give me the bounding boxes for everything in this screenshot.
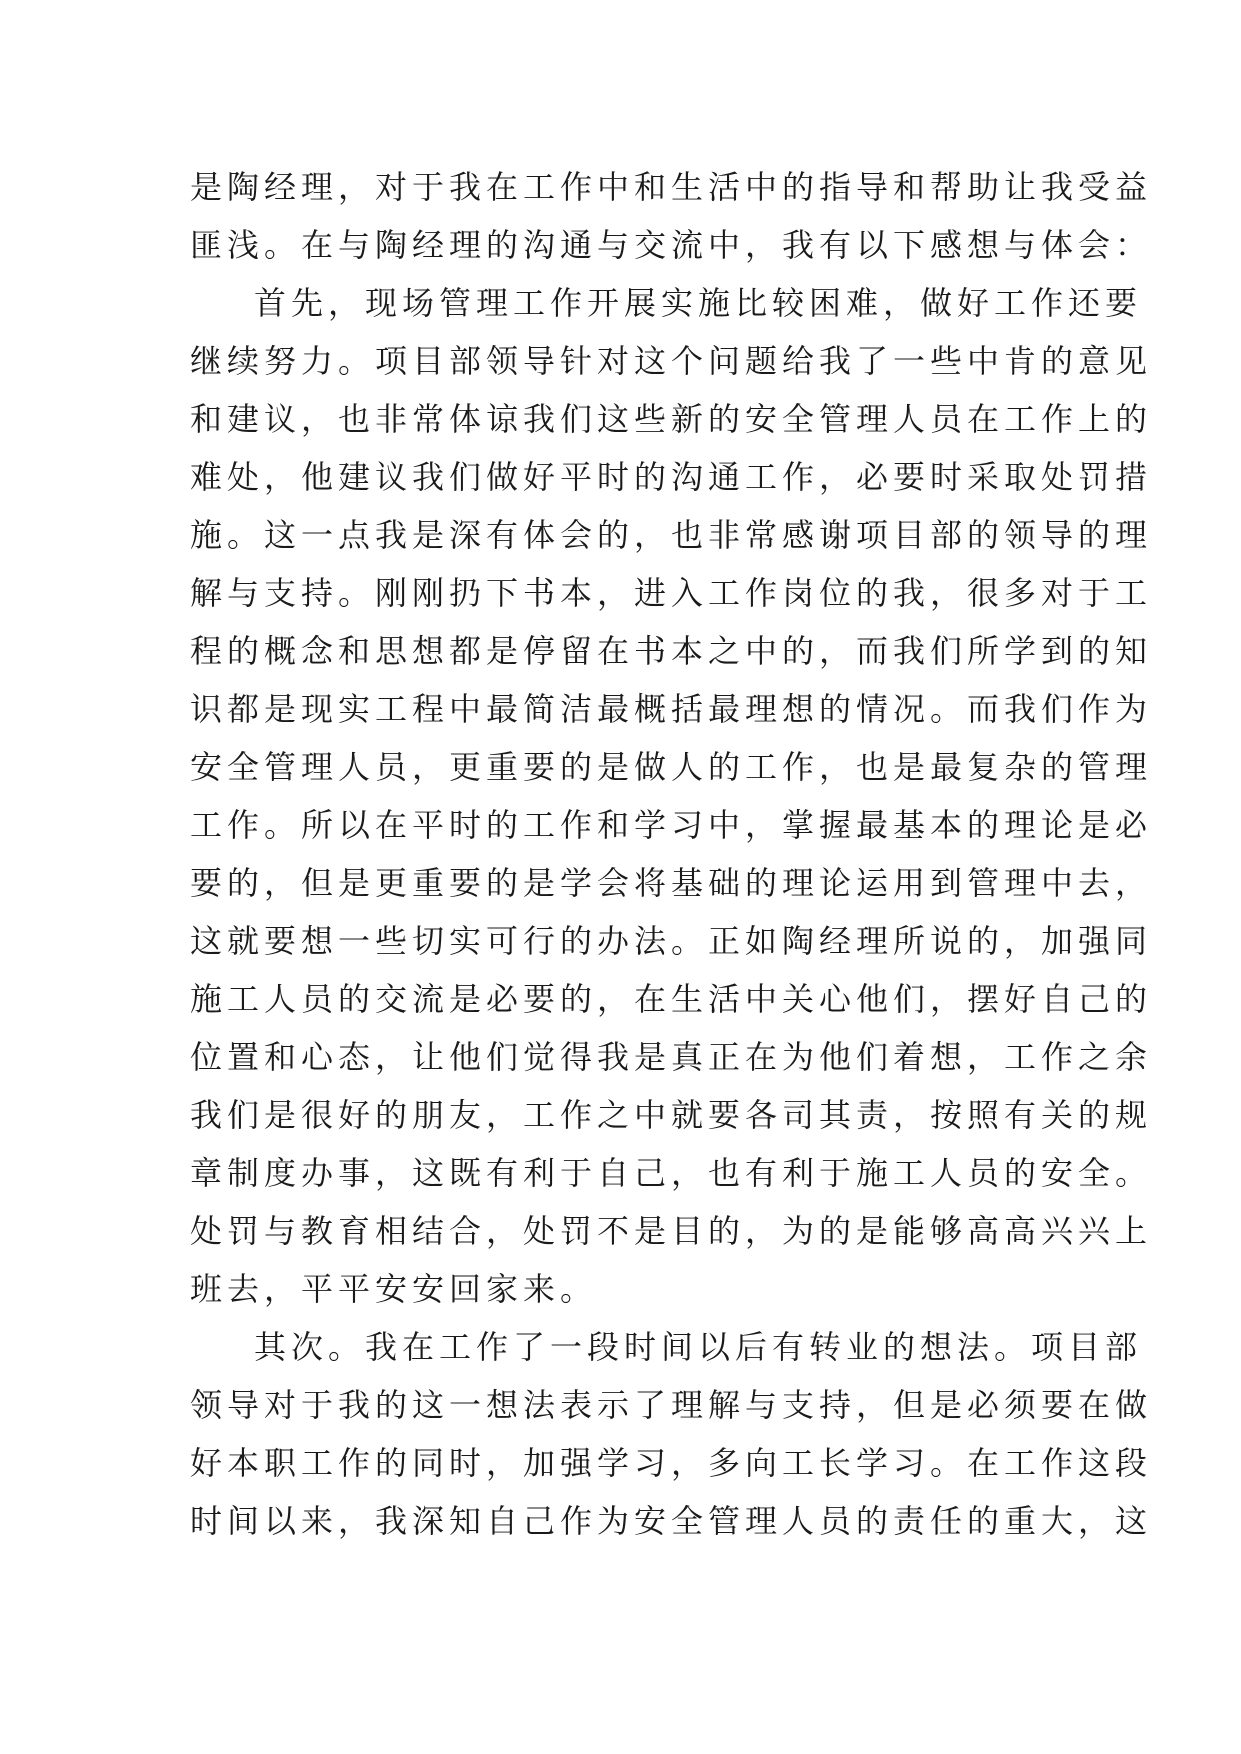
text-line: 好本职工作的同时，加强学习，多向工长学习。在工作这段 [190,1444,1153,1482]
text-line: 我们是很好的朋友，工作之中就要各司其责，按照有关的规 [190,1096,1153,1134]
text-line: 章制度办事，这既有利于自己，也有利于施工人员的安全。 [190,1154,1153,1192]
text-line: 难处，他建议我们做好平时的沟通工作，必要时采取处罚措 [190,458,1153,496]
text-line: 安全管理人员，更重要的是做人的工作，也是最复杂的管理 [190,748,1153,786]
text-line: 匪浅。在与陶经理的沟通与交流中，我有以下感想与体会： [190,226,1153,264]
text-line: 施工人员的交流是必要的，在生活中关心他们，摆好自己的 [190,980,1153,1018]
text-line: 领导对于我的这一想法表示了理解与支持，但是必须要在做 [190,1386,1153,1424]
text-line: 程的概念和思想都是停留在书本之中的，而我们所学到的知 [190,632,1153,670]
text-line: 施。这一点我是深有体会的，也非常感谢项目部的领导的理 [190,516,1153,554]
text-line: 班去，平平安安回家来。 [190,1270,598,1308]
text-line: 和建议，也非常体谅我们这些新的安全管理人员在工作上的 [190,400,1153,438]
text-line: 是陶经理，对于我在工作中和生活中的指导和帮助让我受益 [190,168,1153,206]
text-line: 继续努力。项目部领导针对这个问题给我了一些中肯的意见 [190,342,1153,380]
text-line: 时间以来，我深知自己作为安全管理人员的责任的重大，这 [190,1502,1153,1540]
body-text [190,158,1153,1550]
text-line: 处罚与教育相结合，处罚不是目的，为的是能够高高兴兴上 [190,1212,1153,1250]
text-line: 解与支持。刚刚扔下书本，进入工作岗位的我，很多对于工 [190,574,1153,612]
text-line: 要的，但是更重要的是学会将基础的理论运用到管理中去， [190,864,1153,902]
text-line: 位置和心态，让他们觉得我是真正在为他们着想，工作之余 [190,1038,1153,1076]
text-line: 工作。所以在平时的工作和学习中，掌握最基本的理论是必 [190,806,1153,844]
paragraph-first-line: 首先，现场管理工作开展实施比较困难，做好工作还要 [254,284,1143,322]
text-line: 识都是现实工程中最简洁最概括最理想的情况。而我们作为 [190,690,1153,728]
text-line: 这就要想一些切实可行的办法。正如陶经理所说的，加强同 [190,922,1153,960]
paragraph-first-line: 其次。我在工作了一段时间以后有转业的想法。项目部 [254,1328,1143,1366]
